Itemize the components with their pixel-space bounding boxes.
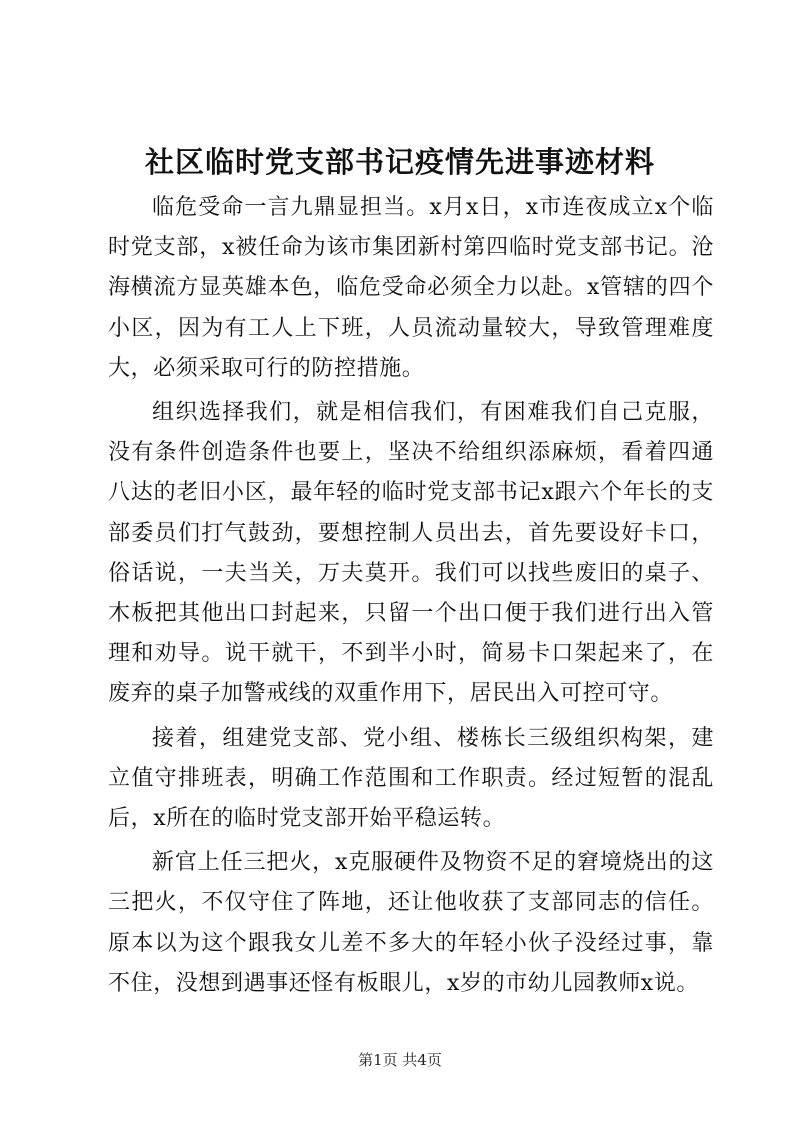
document-body: [108, 188, 714, 1008]
document-title: 社区临时党支部书记疫情先进事迹材料: [144, 145, 655, 179]
paragraph-4: 新官上任三把火，x克服硬件及物资不足的窘境烧出的这三把火，不仅守住了阵地，还让他收获了支部同志的信任。原本以为这个跟我女儿差不多大的年轻小伙子没经过事，靠不住，没想到遇事还怪有板眼儿，x岁的市幼儿园教师x说。: [108, 850, 714, 996]
paragraph-1: 临危受命一言九鼎显担当。x月x日，x市连夜成立x个临时党支部，x被任命为该市集团新村第四临时党支部书记。沧海横流方显英雄本色，临危受命必须全力以赴。x管辖的四个小区，因为有工人上下班，人员流动量较大，导致管理难度大，必须采取可行的防控措施。: [108, 195, 714, 381]
paragraph-3: 接着，组建党支部、党小组、楼栋长三级组织构架，建立值守排班表，明确工作范围和工作职责。经过短暂的混乱后，x所在的临时党支部开始平稳运转。: [108, 725, 714, 832]
paragraph-2: 组织选择我们，就是相信我们，有困难我们自己克服，没有条件创造条件也要上，坚决不给组织添麻烦，看着四通八达的老旧小区，最年轻的临时党支部书记x跟六个年长的支部委员们打气鼓劲，要想控制人员出去，首先要设好卡口，俗话说，一夫当关，万夫莫开。我们可以找些废旧的桌子、木板把其他出口封起来，只留一个出口便于我们进行出入管理和劝导。说干就干，不到半小时，简易卡口架起来了，在废弃的桌子加警戒线的双重作用下，居民出入可控可守。: [108, 400, 714, 707]
page-number-footer: 第1页 共4页: [358, 1051, 442, 1069]
